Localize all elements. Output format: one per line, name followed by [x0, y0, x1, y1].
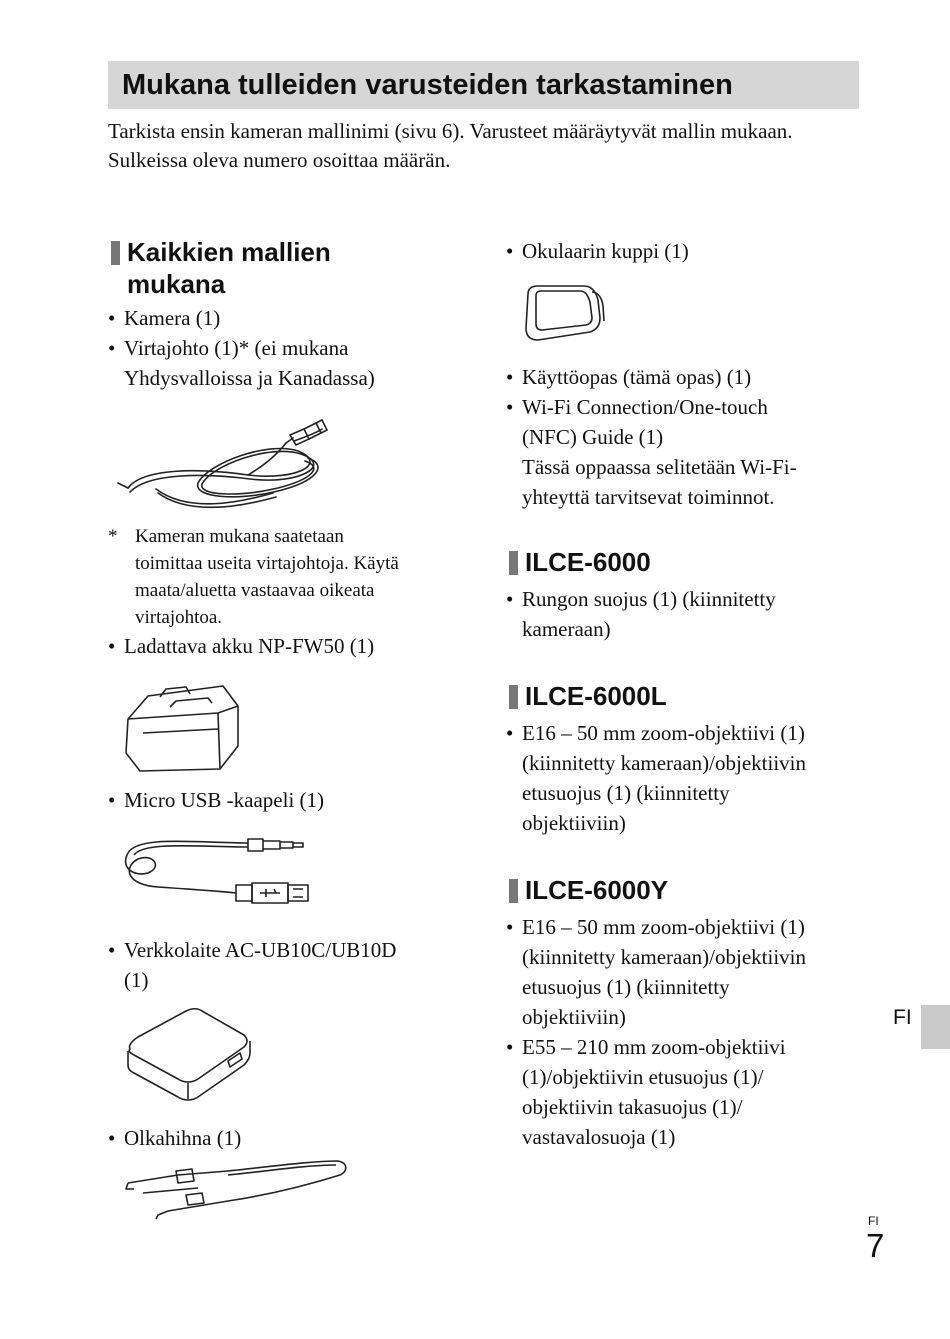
left-column [108, 236, 458, 1223]
footnote-line: toimittaa useita virtajohtoja. Käytä [135, 553, 399, 574]
item-text: objektiiviin) [522, 811, 626, 835]
item-text: Olkahihna (1) [124, 1126, 242, 1150]
list-item-battery [108, 631, 458, 661]
bullet: • [108, 634, 116, 658]
bullet: • [506, 587, 514, 611]
item-text: Yhdysvalloissa ja Kanadassa) [124, 366, 375, 390]
item-text: kameraan) [522, 617, 611, 641]
list-item-lens-55-210 [506, 1032, 856, 1152]
heading-text: ILCE-6000 [525, 547, 651, 577]
page-title: Mukana tulleiden varusteiden tarkastaminen [122, 69, 733, 101]
bullet: • [506, 239, 514, 263]
intro [108, 117, 858, 174]
item-text: etusuojus (1) (kiinnitetty [522, 975, 730, 999]
intro-line-2: Sulkeissa oleva numero osoittaa määrän. [108, 147, 451, 172]
footnote-line: Kameran mukana saatetaan [135, 526, 344, 547]
section-heading-all-models [108, 236, 458, 300]
heading-marker [509, 551, 518, 575]
side-tab [921, 1005, 950, 1049]
power-cord-illustration [108, 393, 458, 517]
heading-marker [111, 241, 120, 265]
heading-marker [509, 879, 518, 903]
item-text: Okulaarin kuppi (1) [522, 239, 689, 263]
list-item-wifi-guide [506, 392, 856, 512]
item-text: Käyttöopas (tämä opas) (1) [522, 365, 752, 389]
bullet: • [506, 721, 514, 745]
list-item-power-cord [108, 333, 458, 393]
eyecup-illustration [506, 266, 856, 352]
heading-line-1: Kaikkien mallien [127, 237, 331, 267]
bullet: • [108, 1126, 116, 1150]
bullet: • [108, 788, 116, 812]
item-text: Virtajohto (1)* (ei mukana [124, 336, 349, 360]
item-text: Kamera (1) [124, 306, 221, 330]
item-text: etusuojus (1) (kiinnitetty [522, 781, 730, 805]
item-text: Micro USB -kaapeli (1) [124, 788, 325, 812]
item-text: Rungon suojus (1) (kiinnitetty [522, 587, 776, 611]
heading-marker [509, 685, 518, 709]
footnote-line: maata/aluetta vastaavaa oikeata [135, 580, 375, 601]
bullet: • [108, 336, 116, 360]
item-text: objektiiviin) [522, 1005, 626, 1029]
side-tab-label: FI [893, 1006, 912, 1029]
heading-text: ILCE-6000Y [525, 875, 669, 905]
item-description: yhteyttä tarvitsevat toiminnot. [522, 485, 775, 509]
list-item-ac-adaptor [108, 935, 458, 995]
item-text: Verkkolaite AC-UB10C/UB10D [124, 938, 397, 962]
battery-illustration [108, 661, 458, 781]
item-text: (kiinnitetty kameraan)/objektiivin [522, 945, 807, 969]
bullet: • [506, 365, 514, 389]
bullet: • [506, 395, 514, 419]
footnote-asterisk: * [108, 526, 118, 547]
footnote-line: virtajohtoa. [135, 607, 223, 628]
list-item-camera [108, 303, 458, 333]
ac-adaptor-illustration [108, 995, 458, 1117]
section-heading-ilce-6000l [506, 680, 856, 712]
usb-cable-illustration [108, 815, 458, 927]
list-item-usb-cable [108, 785, 458, 815]
title-bar [108, 61, 859, 109]
bullet: • [506, 915, 514, 939]
item-text: E16 – 50 mm zoom-objektiivi (1) [522, 915, 805, 939]
section-heading-ilce-6000 [506, 546, 856, 578]
list-item-lens-16-50 [506, 912, 856, 1032]
page-language: FI [868, 1214, 879, 1228]
footnote [108, 523, 458, 631]
list-item-lens-16-50 [506, 718, 856, 838]
item-description: Tässä oppaassa selitetään Wi-Fi- [522, 455, 797, 479]
item-text: (1)/objektiivin etusuojus (1)/ [522, 1065, 764, 1089]
heading-text: ILCE-6000L [525, 681, 667, 711]
list-item-manual [506, 362, 856, 392]
item-text: (kiinnitetty kameraan)/objektiivin [522, 751, 807, 775]
bullet: • [108, 306, 116, 330]
item-text: Ladattava akku NP-FW50 (1) [124, 634, 375, 658]
item-text: (1) [124, 968, 149, 992]
right-column [506, 236, 856, 1152]
item-text: E16 – 50 mm zoom-objektiivi (1) [522, 721, 805, 745]
section-heading-ilce-6000y [506, 874, 856, 906]
item-text: vastavalosuoja (1) [522, 1125, 676, 1149]
heading-line-2: mukana [127, 269, 226, 299]
page-number: 7 [866, 1227, 885, 1264]
item-text: E55 – 210 mm zoom-objektiivi [522, 1035, 786, 1059]
item-text: Wi-Fi Connection/One-touch [522, 395, 768, 419]
item-text: objektiivin takasuojus (1)/ [522, 1095, 743, 1119]
list-item-shoulder-strap [108, 1123, 458, 1153]
item-text: (NFC) Guide (1) [522, 425, 664, 449]
bullet: • [506, 1035, 514, 1059]
shoulder-strap-illustration [108, 1153, 458, 1223]
intro-line-1: Tarkista ensin kameran mallinimi (sivu 6). Varusteet määräytyvät mallin mukaan. [108, 119, 793, 143]
list-item-eyecup [506, 236, 856, 266]
list-item-body-cap [506, 584, 856, 644]
bullet: • [108, 938, 116, 962]
